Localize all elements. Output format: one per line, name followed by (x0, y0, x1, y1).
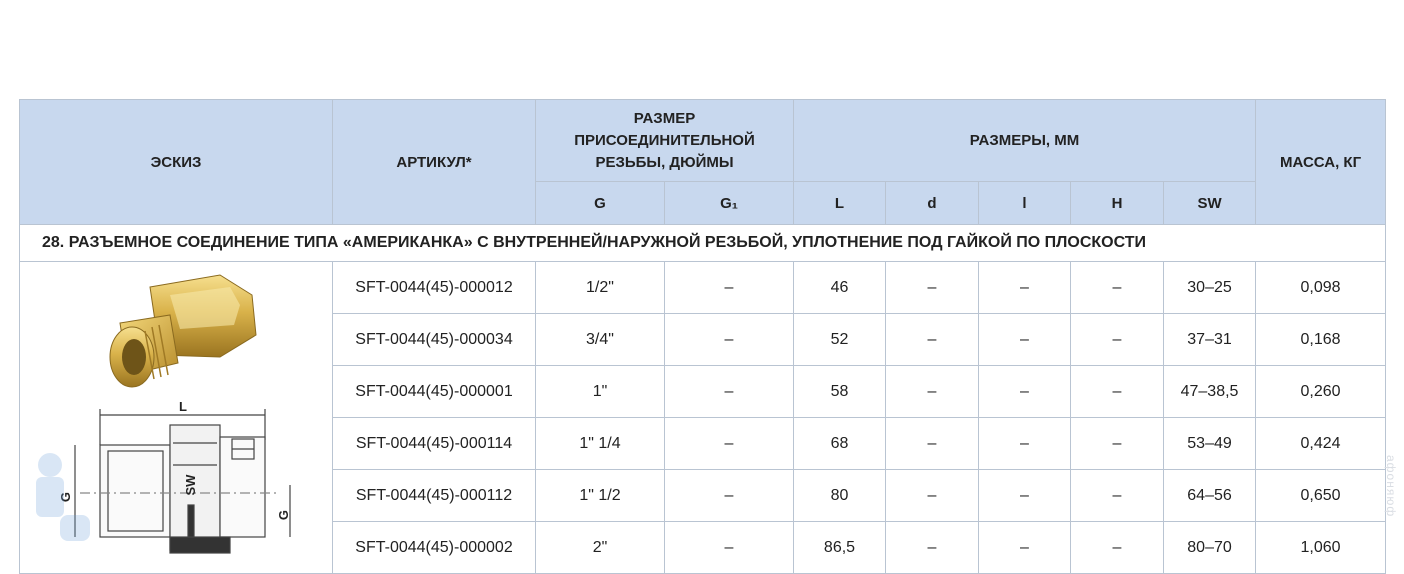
cell-g: 1/2" (536, 262, 665, 314)
header-article: АРТИКУЛ* (333, 100, 536, 225)
cell-h: – (1071, 418, 1164, 470)
subheader-g: G (536, 182, 665, 225)
cell-article: SFT-0044(45)-000112 (333, 470, 536, 522)
side-watermark: афоняюф (1384, 455, 1398, 518)
cell-d: – (886, 470, 979, 522)
cell-sw: 64–56 (1164, 470, 1256, 522)
cell-sw: 37–31 (1164, 314, 1256, 366)
cell-mass: 0,168 (1256, 314, 1386, 366)
product-sketch (20, 262, 333, 574)
cell-h: – (1071, 366, 1164, 418)
cell-sw: 53–49 (1164, 418, 1256, 470)
header-sketch: ЭСКИЗ (20, 100, 333, 225)
cell-g1: – (665, 262, 794, 314)
cell-l-small: – (979, 470, 1071, 522)
cell-mass: 0,650 (1256, 470, 1386, 522)
cell-mass: 0,098 (1256, 262, 1386, 314)
cell-l: 58 (794, 366, 886, 418)
cell-sw: 30–25 (1164, 262, 1256, 314)
cell-g: 3/4" (536, 314, 665, 366)
cell-h: – (1071, 470, 1164, 522)
plumber-watermark-icon (36, 453, 90, 541)
cell-sw: 47–38,5 (1164, 366, 1256, 418)
subheader-d: d (886, 182, 979, 225)
cell-l-small: – (979, 314, 1071, 366)
drawing-label-g-right: G (276, 509, 291, 520)
cell-sw: 80–70 (1164, 522, 1256, 574)
union-fitting-drawing (20, 265, 333, 571)
cell-article: SFT-0044(45)-000012 (333, 262, 536, 314)
cell-l: 46 (794, 262, 886, 314)
cell-d: – (886, 522, 979, 574)
cell-h: – (1071, 262, 1164, 314)
cell-l: 80 (794, 470, 886, 522)
header-mass: МАССА, КГ (1256, 100, 1386, 225)
spec-table (19, 99, 1386, 574)
cell-article: SFT-0044(45)-000001 (333, 366, 536, 418)
drawing-label-l: L (179, 398, 187, 414)
subheader-l: L (794, 182, 886, 225)
cell-g: 1" (536, 366, 665, 418)
cell-l-small: – (979, 262, 1071, 314)
cell-l: 86,5 (794, 522, 886, 574)
cell-g: 1" 1/4 (536, 418, 665, 470)
cell-mass: 1,060 (1256, 522, 1386, 574)
cell-d: – (886, 314, 979, 366)
header-dimensions: РАЗМЕРЫ, ММ (794, 100, 1256, 182)
subheader-l-small: l (979, 182, 1071, 225)
cell-d: – (886, 418, 979, 470)
cell-d: – (886, 262, 979, 314)
cell-h: – (1071, 314, 1164, 366)
cell-g1: – (665, 418, 794, 470)
cell-l-small: – (979, 418, 1071, 470)
subheader-g1: G₁ (665, 182, 794, 225)
cell-g1: – (665, 366, 794, 418)
header-thread-size: РАЗМЕР ПРИСОЕДИНИТЕЛЬНОЙ РЕЗЬБЫ, ДЮЙМЫ (536, 100, 794, 182)
subheader-h: H (1071, 182, 1164, 225)
drawing-label-g-left: G (58, 491, 73, 502)
cell-l-small: – (979, 522, 1071, 574)
drawing-label-sw: SW (183, 474, 198, 495)
cell-d: – (886, 366, 979, 418)
cell-article: SFT-0044(45)-000002 (333, 522, 536, 574)
fitting-photo (110, 275, 256, 387)
cell-g1: – (665, 470, 794, 522)
section-title: 28. РАЗЪЕМНОЕ СОЕДИНЕНИЕ ТИПА «АМЕРИКАНКА» С ВНУТРЕННЕЙ/НАРУЖНОЙ РЕЗЬБОЙ, УПЛОТНЕНИЕ ПОД ГАЙКОЙ ПО ПЛОСКОСТИ (20, 225, 1386, 262)
cell-l-small: – (979, 366, 1071, 418)
cell-h: – (1071, 522, 1164, 574)
cell-g: 1" 1/2 (536, 470, 665, 522)
subheader-sw: SW (1164, 182, 1256, 225)
cell-g1: – (665, 522, 794, 574)
cell-mass: 0,260 (1256, 366, 1386, 418)
cell-mass: 0,424 (1256, 418, 1386, 470)
cell-l: 68 (794, 418, 886, 470)
cell-g: 2" (536, 522, 665, 574)
cell-article: SFT-0044(45)-000034 (333, 314, 536, 366)
cell-article: SFT-0044(45)-000114 (333, 418, 536, 470)
cell-l: 52 (794, 314, 886, 366)
table-row (20, 262, 1386, 314)
cell-g1: – (665, 314, 794, 366)
